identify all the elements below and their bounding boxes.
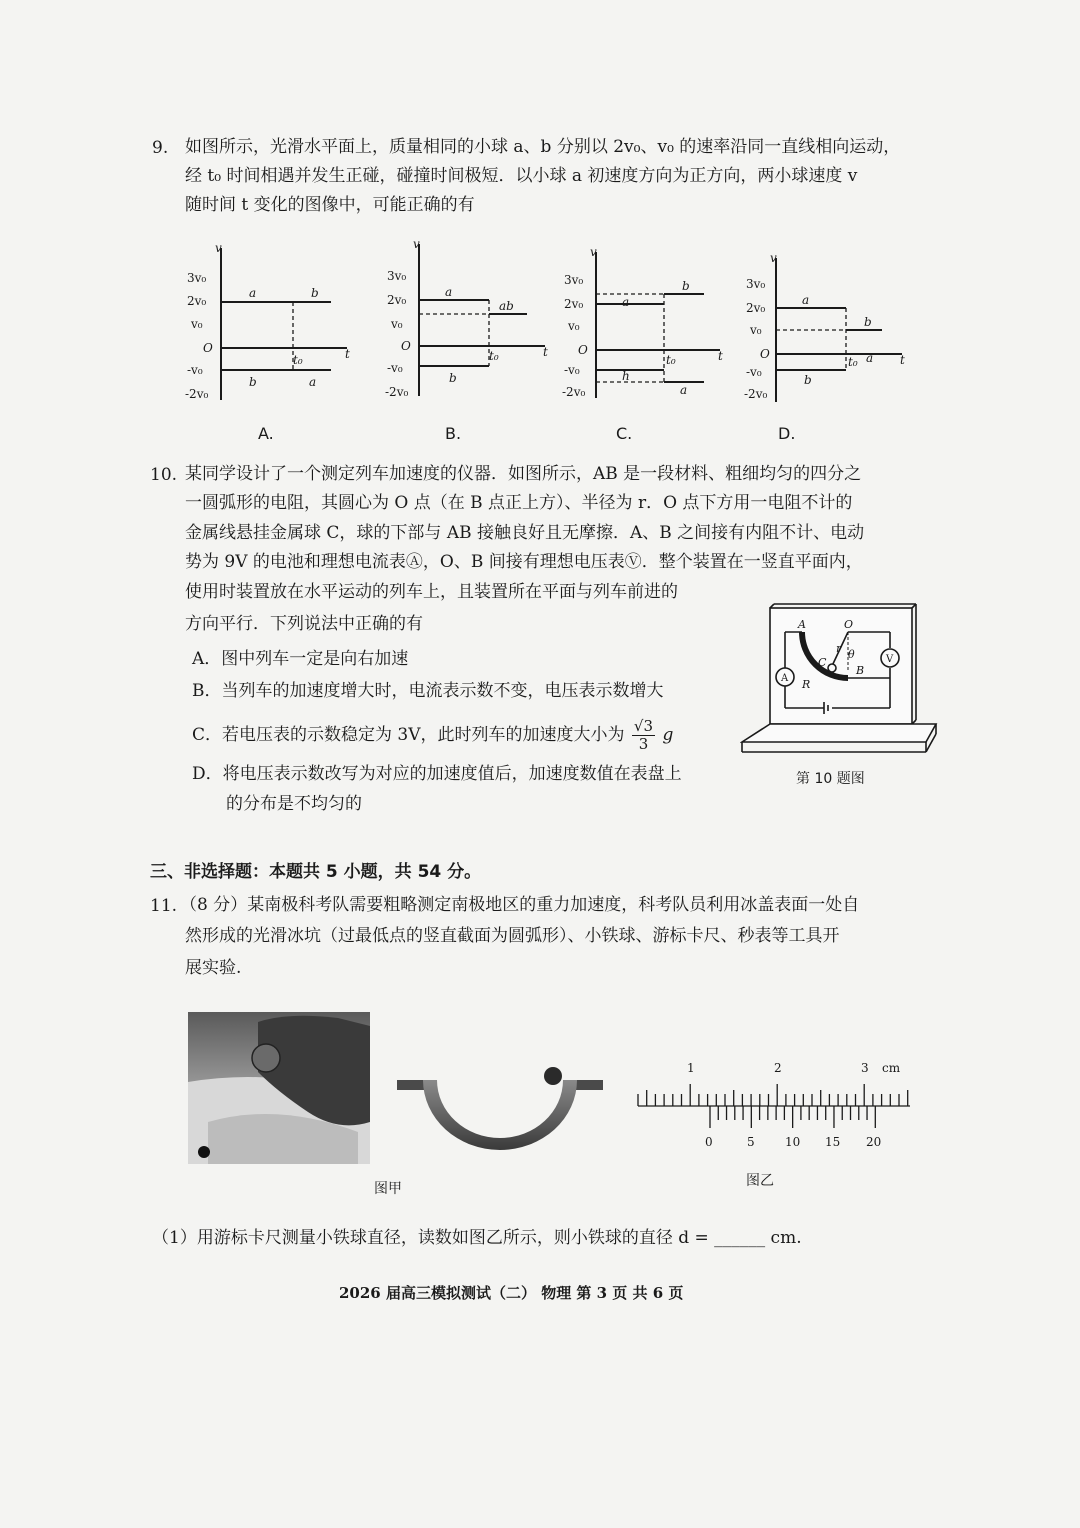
ice-pit-photo <box>188 1012 370 1164</box>
graph-d-label: b <box>804 373 812 387</box>
ammeter-label: A <box>781 673 789 684</box>
graph-c-label: h <box>622 369 630 383</box>
fraction-numerator: √3 <box>633 717 654 735</box>
vernier-0: 0 <box>705 1135 713 1149</box>
fig-label-a: A <box>798 618 806 631</box>
main-scale-2: 2 <box>774 1061 782 1075</box>
fig-label-r-resistor: R <box>802 678 811 691</box>
graph-c-label: b <box>682 279 690 293</box>
q10-option-c-g: g <box>662 725 674 745</box>
graph-a-tick: v₀ <box>191 317 203 331</box>
question-11-sub-1: （1）用游标卡尺测量小铁球直径，读数如图乙所示，则小铁球的直径 d = ______ cm. <box>152 1228 802 1248</box>
vernier-5: 5 <box>747 1135 755 1149</box>
question-9-line-2: 经 t₀ 时间相遇并发生正碰，碰撞时间极短．以小球 a 初速度方向为正方向，两小球速度 v <box>185 166 858 186</box>
graph-c <box>562 246 732 416</box>
q10-option-c <box>192 718 673 753</box>
graph-a-tick: 2v₀ <box>187 294 207 308</box>
graph-a-tick: -v₀ <box>187 363 203 377</box>
graph-d-tick: O <box>760 347 770 361</box>
graph-a-label: b <box>249 375 257 389</box>
graph-d-tick: v₀ <box>750 323 762 337</box>
graph-b-tick: 3v₀ <box>387 269 407 283</box>
question-10-line-4: 势为 9V 的电池和理想电流表Ⓐ，O、B 间接有理想电压表Ⓥ．整个装置在一竖直平面内， <box>185 552 863 572</box>
graph-c-label: a <box>680 383 688 397</box>
section-3-heading: 三、非选择题：本题共 5 小题，共 54 分。 <box>150 862 482 882</box>
graph-c-v-axis: v <box>590 246 597 259</box>
question-9-line-3: 随时间 t 变化的图像中，可能正确的有 <box>185 195 475 215</box>
graph-d-tick: 2v₀ <box>746 301 766 315</box>
option-c-label: C. <box>616 424 633 443</box>
question-10-line-6: 方向平行．下列说法中正确的有 <box>185 614 423 634</box>
graph-c-tick: O <box>578 343 588 357</box>
graph-c-t-axis: t <box>718 349 723 363</box>
graph-d-label: b <box>864 315 872 329</box>
graph-a-t-axis: t <box>345 347 350 361</box>
voltmeter-label: V <box>886 654 894 665</box>
graph-c-tick: v₀ <box>568 319 580 333</box>
graph-a <box>185 240 370 420</box>
question-11-line-2: 然形成的光滑冰坑（过最低点的竖直截面为圆弧形）、小铁球、游标卡尺、秒表等工具开 <box>185 926 840 946</box>
fig-label-c: C <box>818 656 827 669</box>
fig-label-o: O <box>844 618 854 631</box>
fraction <box>632 718 655 753</box>
graph-b <box>385 236 560 416</box>
graph-b-tick: -2v₀ <box>385 385 409 399</box>
graph-b-label: a <box>445 285 453 299</box>
graph-a-label: a <box>309 375 317 389</box>
graph-b-label: b <box>449 371 457 385</box>
graph-b-v-axis: v <box>413 237 420 251</box>
vernier-15: 15 <box>825 1135 841 1149</box>
graph-d-tick: 3v₀ <box>746 277 766 291</box>
graph-d-tick: -2v₀ <box>744 387 768 401</box>
graph-a-tick: 3v₀ <box>187 271 207 285</box>
question-9-number: 9. <box>152 138 169 158</box>
graph-d-label: a <box>802 293 810 307</box>
main-scale-1: 1 <box>687 1061 695 1075</box>
graph-d-t0: t₀ <box>848 355 858 369</box>
fig-label-theta: θ <box>848 648 855 661</box>
option-d-label: D. <box>778 424 796 443</box>
vernier-caliper <box>634 1056 914 1156</box>
q10-option-b: B．当列车的加速度增大时，电流表示数不变，电压表示数增大 <box>192 681 664 701</box>
vernier-20: 20 <box>866 1135 882 1149</box>
graph-c-t0: t₀ <box>666 353 676 367</box>
fraction-denominator: 3 <box>638 735 649 753</box>
graph-b-tick: v₀ <box>391 317 403 331</box>
q10-option-c-text: C．若电压表的示数稳定为 3V，此时列车的加速度大小为 <box>192 725 625 745</box>
q10-option-d-line-2: 的分布是不均匀的 <box>226 794 362 814</box>
graph-b-tick: O <box>401 339 411 353</box>
graph-d-label: a <box>866 351 874 365</box>
graph-b-tick: -v₀ <box>387 361 403 375</box>
graph-b-tick: 2v₀ <box>387 293 407 307</box>
question-10-line-3: 金属线悬挂金属球 C，球的下部与 AB 接触良好且无摩擦．A、B 之间接有内阻不计、电动 <box>185 523 865 543</box>
graph-b-t-axis: t <box>543 345 548 359</box>
main-scale-unit: cm <box>882 1061 901 1075</box>
option-b-label: B. <box>445 424 462 443</box>
graph-b-t0: t₀ <box>489 349 499 363</box>
graph-d-t-axis: t <box>900 353 905 367</box>
graph-a-t0: t₀ <box>293 353 303 367</box>
graph-a-tick: O <box>203 341 213 355</box>
arc-pit-diagram <box>395 1062 605 1162</box>
graph-c-tick: -v₀ <box>564 363 580 377</box>
question-9-line-1: 如图所示，光滑水平面上，质量相同的小球 a、b 分别以 2v₀、v₀ 的速率沿同一直线相向运动， <box>185 137 901 157</box>
question-11-number: 11. <box>150 896 178 916</box>
q10-figure-caption: 第 10 题图 <box>796 771 865 787</box>
option-a-label: A. <box>258 424 274 443</box>
graph-d-v-axis: v <box>770 252 777 265</box>
graph-a-label: a <box>249 286 257 300</box>
main-scale-3: 3 <box>861 1061 869 1075</box>
graph-c-tick: 2v₀ <box>564 297 584 311</box>
question-10-line-1: 某同学设计了一个测定列车加速度的仪器．如图所示，AB 是一段材料、粗细均匀的四分之 <box>185 464 862 484</box>
question-11-line-3: 展实验. <box>185 958 242 978</box>
graph-a-tick: -2v₀ <box>185 387 209 401</box>
question-10-line-2: 一圆弧形的电阻，其圆心为 O 点（在 B 点正上方）、半径为 r．O 点下方用一电阻不计的 <box>185 493 853 513</box>
q10-option-a: A．图中列车一定是向右加速 <box>192 649 409 669</box>
fig-label-b: B <box>856 664 865 677</box>
graph-a-label: b <box>311 286 319 300</box>
graph-a-v-axis: v <box>215 241 222 255</box>
q10-figure <box>740 602 940 762</box>
vernier-10: 10 <box>785 1135 801 1149</box>
question-10-number: 10. <box>150 465 178 485</box>
graph-c-label: a <box>622 295 630 309</box>
graph-d <box>742 252 912 417</box>
graph-c-tick: -2v₀ <box>562 385 586 399</box>
page-footer: 2026 届高三模拟测试（二） 物理 第 3 页 共 6 页 <box>339 1284 684 1302</box>
question-10-line-5: 使用时装置放在水平运动的列车上，且装置所在平面与列车前进的 <box>185 582 678 602</box>
figure-yi-caption: 图乙 <box>746 1173 774 1189</box>
graph-d-tick: -v₀ <box>746 365 762 379</box>
graph-b-label: ab <box>499 299 514 313</box>
q10-option-d-line-1: D．将电压表示数改写为对应的加速度值后，加速度数值在表盘上 <box>192 764 682 784</box>
question-11-line-1: （8 分）某南极科考队需要粗略测定南极地区的重力加速度，科考队员利用冰盖表面一处自 <box>180 895 860 915</box>
figure-jia-caption: 图甲 <box>374 1181 402 1197</box>
fig-label-r: r <box>836 642 842 655</box>
graph-c-tick: 3v₀ <box>564 273 584 287</box>
